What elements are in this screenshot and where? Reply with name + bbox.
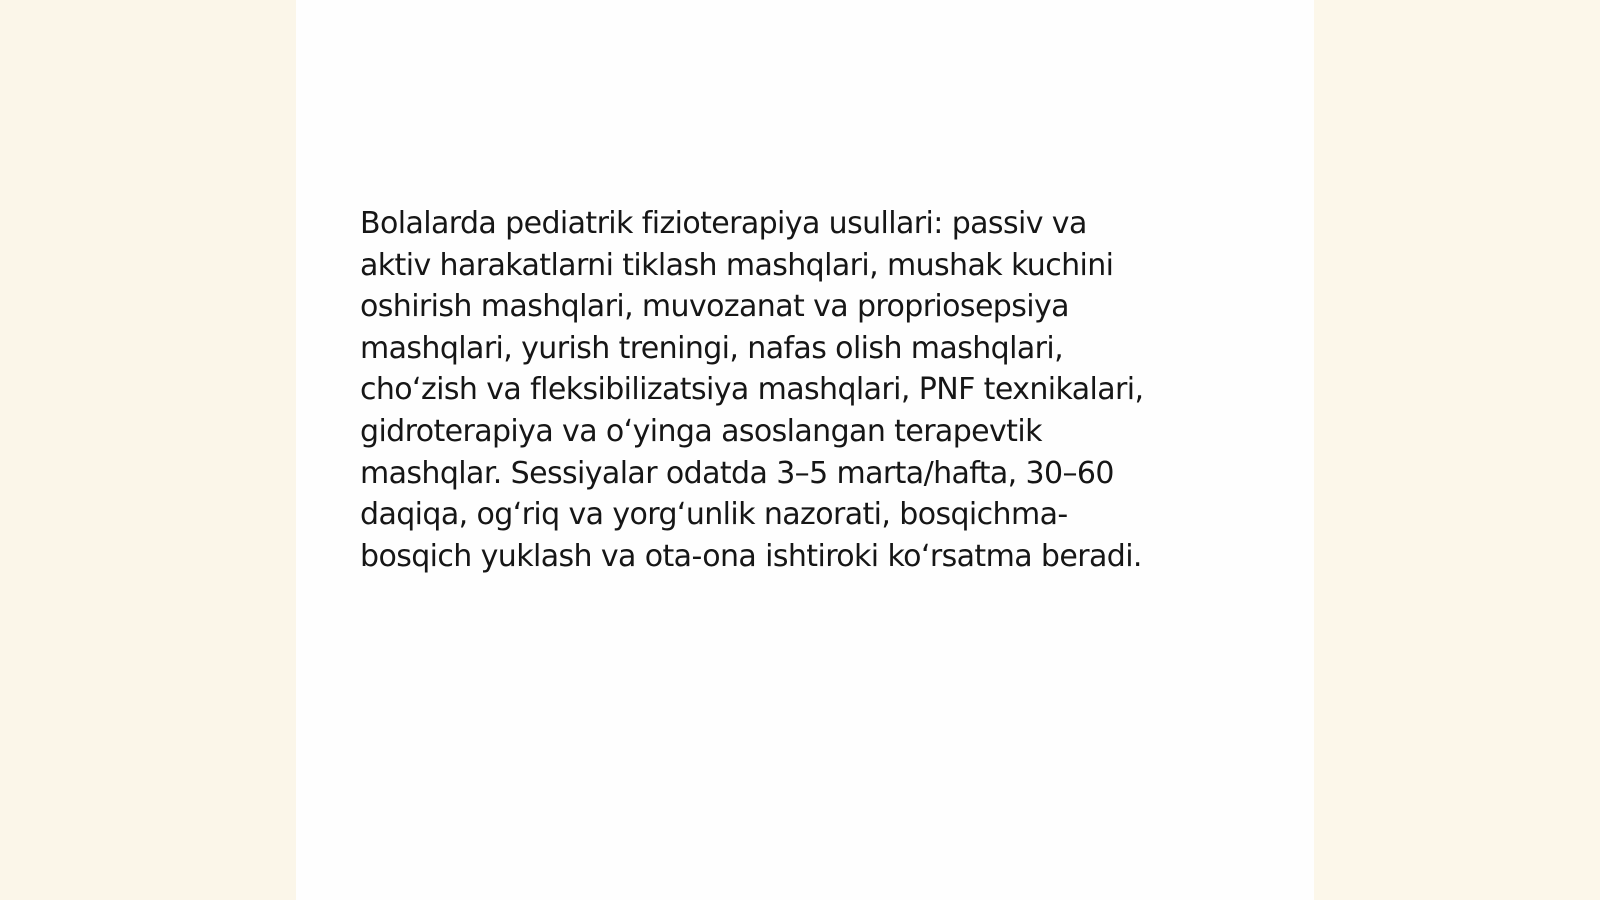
body-line-3: oshirish mashqlari, muvozanat va propriosepsiya <box>360 289 1069 325</box>
body-paragraph <box>360 203 1255 577</box>
body-line-2: aktiv harakatlarni tiklash mashqlari, mushak kuchini <box>360 247 1114 283</box>
body-line-7: mashqlar. Sessiyalar odatda 3–5 marta/hafta, 30–60 <box>360 455 1114 491</box>
body-line-9: bosqich yuklash va ota-ona ishtiroki ko‘rsatma beradi. <box>360 538 1142 574</box>
content-card <box>296 0 1314 900</box>
body-line-1: Bolalarda pediatrik fizioterapiya usullari: passiv va <box>360 206 1087 241</box>
body-line-6: gidroterapiya va o‘yinga asoslangan terapevtik <box>360 413 1042 449</box>
body-line-5: cho‘zish va fleksibilizatsiya mashqlari, PNF texnikalari, <box>360 372 1144 408</box>
body-line-4: mashqlari, yurish treningi, nafas olish mashqlari, <box>360 330 1064 366</box>
right-margin-panel <box>1314 0 1600 900</box>
body-line-8: daqiqa, og‘riq va yorg‘unlik nazorati, bosqichma- <box>360 497 1068 533</box>
left-margin-panel <box>0 0 296 900</box>
